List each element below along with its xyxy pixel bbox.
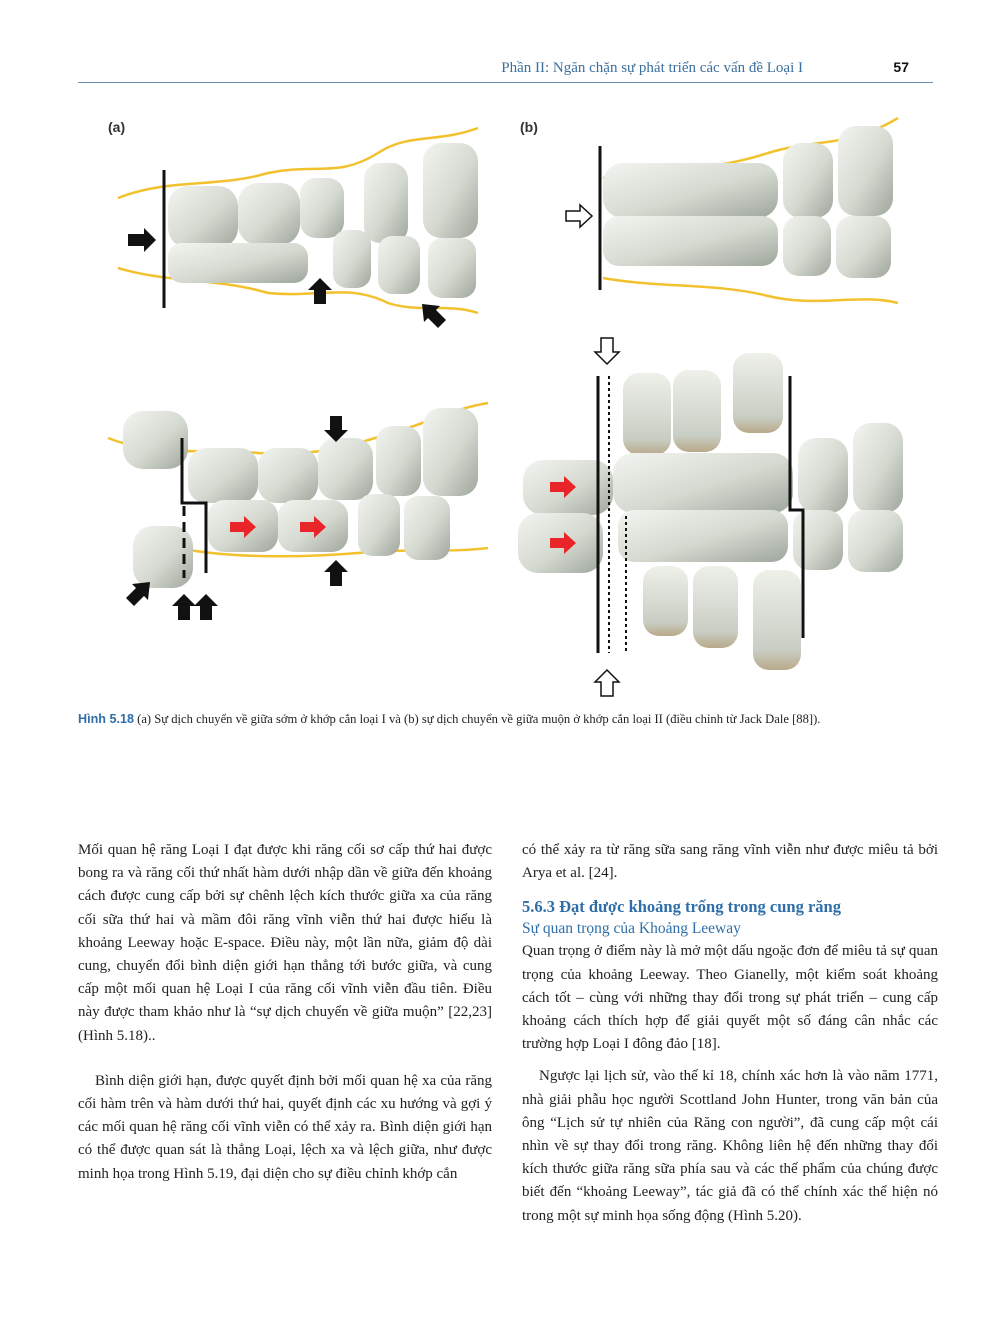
left-column	[78, 839, 492, 1186]
left-paragraph-2: Bình diện giới hạn, được quyết định bởi mối quan hệ xa của răng cối hàm trên và hàm dưới thứ hai, quyết định các xu hướng và gợi ý các mối quan hệ răng cối vĩnh viễn có thể xảy ra. Bình diện giới hạn có thể được quan sát là thẳng Loại, lệch xa và lệch giữa, như được minh họa trong Hình 5.19, đại diện cho sự điều chỉnh khớp cắn	[78, 1072, 492, 1182]
section-heading: 5.6.3 Đạt được khoảng trống trong cung răng	[522, 897, 841, 917]
figure-caption	[78, 711, 948, 727]
figure-illustration	[78, 108, 938, 708]
right-paragraph-1: có thể xảy ra từ răng sữa sang răng vĩnh viễn như được miêu tả bởi Arya et al. [24].	[522, 842, 938, 882]
panel-a-bottom-teeth	[108, 403, 488, 620]
page-number: 57	[893, 59, 909, 75]
panel-a-label: (a)	[108, 119, 126, 135]
caption-label: Hình 5.18	[78, 712, 134, 726]
subheading: Sự quan trọng của Khoảng Leeway	[522, 920, 741, 938]
running-title: Phần II: Ngăn chặn sự phát triển các vấn đề Loại I	[501, 60, 803, 76]
panel-b-top-teeth	[566, 118, 898, 303]
right-paragraph-2: Quan trọng ở điểm này là mở một dấu ngoặc đơn để miêu tả sự quan trọng của khoảng Leeway. Theo Gianelly, một kiểm soát khoảng cách tốt – cùng với những thay đổi trong sự phát triển – cung cấp khoảng cách thích hợp để giải quyết một số đáng cân nhắc các trường hợp Loại I đông đảo [18].	[522, 943, 938, 1053]
page-header	[78, 58, 933, 83]
figure-5-18	[78, 108, 938, 708]
panel-b-label: (b)	[520, 119, 538, 135]
left-paragraph-1: Mối quan hệ răng Loại I đạt được khi răng cối sơ cấp thứ hai được bong ra và răng cối thứ nhất hàm dưới nhập dần về giữa đến khoảng cách được cung cấp bởi sự chênh lệch kích thước giữa xa của răng cối sữa thứ hai và mầm đôi răng vĩnh viễn thứ hai được hiểu là khoảng Leeway hoặc E-space. Điều này, một lần nữa, giảm độ dài cung, chuyển đổi bình diện giới hạn thẳng tới bước giữa, và cung cấp một mối quan hệ Loại I của răng cối vĩnh viễn đầu tiên. Điều này được tham khảo như là “sự dịch chuyển về giữa muộn” [22,23] (Hình 5.18)..	[78, 842, 492, 1044]
right-column	[522, 839, 938, 1228]
panel-a-top-teeth	[118, 128, 478, 328]
right-paragraph-3: Ngược lại lịch sử, vào thế kỉ 18, chính xác hơn là vào năm 1771, nhà giải phẫu học người Scottland John Hunter, trong văn bản của ông “Lịch sử tự nhiên của Răng con người”, đã cung cấp một cái nhìn về sự thay đổi trong răng. Không liên hệ đến những thay đổi kích thước giữa răng sữa phía sau và các thế phẩm của chúng được biết đến “khoảng Leeway”, tác giả đã có thể chính xác thể hiện nó trong một sự minh họa sống động (Hình 5.20).	[522, 1068, 938, 1224]
caption-text: (a) Sự dịch chuyển về giữa sớm ở khớp cắn loại I và (b) sự dịch chuyển về giữa muộn ở khớp cắn loại II (điều chỉnh từ Jack Dale [88]).	[134, 712, 821, 726]
panel-b-bottom-teeth	[518, 338, 903, 696]
